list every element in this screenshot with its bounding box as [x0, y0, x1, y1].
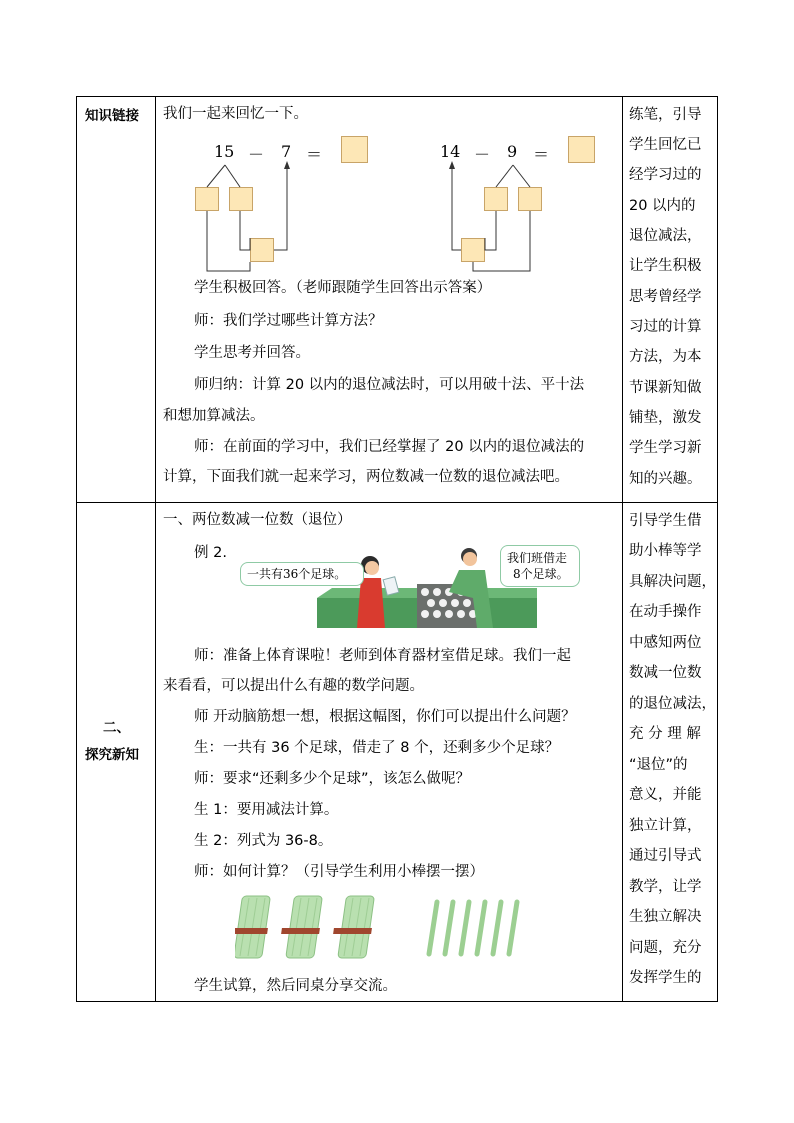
single-stick — [429, 902, 437, 954]
row1-side-line-5: 退位减法， — [629, 228, 702, 244]
single-stick — [477, 902, 485, 954]
table-left-border — [76, 96, 77, 1002]
single-stick — [493, 902, 501, 954]
row2-side-line-14: 生独立解决 — [629, 909, 702, 925]
speech-bubble-right — [500, 545, 580, 587]
row2-side-line-6: 数减一位数 — [629, 665, 702, 681]
row2-side-line-10: 意义，并能 — [629, 787, 702, 803]
row2-paragraph-8: 师：如何计算？（引导学生利用小棒摆一摆） — [194, 864, 484, 880]
row2-side-line-13: 教学，让学 — [629, 879, 702, 895]
row1-side-line-7: 思考曾经学 — [629, 289, 702, 305]
eq2-connector-lines — [420, 155, 550, 275]
eq1-subtrahend: 7 — [281, 142, 292, 161]
eq2-operator: － — [474, 145, 491, 164]
table-col-divider-2 — [622, 96, 623, 1002]
counting-sticks — [235, 892, 540, 962]
row2-paragraph-3: 师 开动脑筋想一想，根据这幅图，你们可以提出什么问题？ — [194, 709, 576, 725]
eq2-equals: ＝ — [533, 145, 550, 164]
row2-side-line-8: 充 分 理 解 — [629, 726, 701, 742]
row2-side-line-4: 在动手操作 — [629, 604, 702, 620]
row1-side-line-3: 经学习过的 — [629, 167, 702, 183]
row1-side-line-10: 节课新知做 — [629, 380, 702, 396]
row2-paragraph-6: 生 1：要用减法计算。 — [194, 802, 339, 818]
row2-side-line-12: 通过引导式 — [629, 848, 702, 864]
speech-bubble-left: 一共有36个足球。 — [240, 562, 364, 586]
eq1-connector-lines — [180, 155, 310, 275]
row2-header-number: 二、 — [103, 720, 130, 736]
row2-side-line-3: 具解决问题， — [629, 574, 716, 590]
row2-side-line-2: 助小棒等学 — [629, 543, 702, 559]
row2-section-title: 一、两位数减一位数（退位） — [163, 512, 352, 528]
row1-side-line-12: 学生学习新 — [629, 440, 702, 456]
row2-header-title: 探究新知 — [85, 747, 139, 763]
eq1-answer-box — [341, 136, 368, 163]
row1-paragraph-3: 学生思考并回答。 — [194, 345, 310, 361]
row2-example-label: 例 2. — [194, 545, 227, 561]
row2-paragraph-2: 来看看，可以提出什么有趣的数学问题。 — [163, 678, 424, 694]
row1-intro: 我们一起来回忆一下。 — [163, 106, 308, 122]
row2-side-line-11: 独立计算， — [629, 818, 702, 834]
stick-bundle — [333, 896, 374, 958]
row1-side-line-13: 知的兴趣。 — [629, 471, 702, 487]
speech-bubble-right-line-2: 8个足球。 — [513, 567, 569, 581]
table-top-border — [76, 96, 717, 97]
row2-side-line-7: 的退位减法， — [629, 696, 716, 712]
single-stick — [461, 902, 469, 954]
row2-last-paragraph: 学生试算，然后同桌分享交流。 — [194, 978, 397, 994]
stick-bundle — [235, 896, 270, 958]
row1-paragraph-5: 和想加算减法。 — [163, 408, 265, 424]
table-col-divider-1 — [155, 96, 156, 1002]
eq2-answer-box — [568, 136, 595, 163]
stick-bundle — [281, 896, 322, 958]
row1-paragraph-7: 计算，下面我们就一起来学习，两位数减一位数的退位减法吧。 — [163, 469, 569, 485]
eq2-subtrahend: 9 — [507, 142, 518, 161]
table-right-border — [717, 96, 718, 1002]
row1-paragraph-6: 师：在前面的学习中，我们已经掌握了 20 以内的退位减法的 — [194, 439, 585, 455]
row1-paragraph-2: 师：我们学过哪些计算方法？ — [194, 313, 383, 329]
row2-side-line-5: 中感知两位 — [629, 635, 702, 651]
eq1-operator: － — [248, 145, 265, 164]
row1-side-line-2: 学生回忆已 — [629, 137, 702, 153]
row2-side-line-9: “退位”的 — [629, 757, 688, 773]
row1-header: 知识链接 — [85, 108, 139, 124]
row1-side-line-1: 练笔，引导 — [629, 107, 702, 123]
row1-side-line-9: 方法，为本 — [629, 349, 702, 365]
row1-side-line-8: 习过的计算 — [629, 319, 702, 335]
row2-side-line-15: 问题，充分 — [629, 940, 702, 956]
row1-side-line-11: 铺垫，激发 — [629, 410, 702, 426]
row1-paragraph-4: 师归纳：计算 20 以内的退位减法时，可以用破十法、平十法 — [194, 377, 585, 393]
single-stick — [445, 902, 453, 954]
row1-side-line-6: 让学生积极 — [629, 258, 702, 274]
eq1-equals: ＝ — [306, 145, 323, 164]
speech-bubble-right-line-1: 我们班借走 — [507, 551, 568, 565]
single-stick — [509, 902, 517, 954]
row2-paragraph-4: 生：一共有 36 个足球，借走了 8 个，还剩多少个足球？ — [194, 740, 560, 756]
row1-paragraph-1: 学生积极回答。（老师跟随学生回答出示答案） — [194, 280, 492, 296]
row2-side-line-1: 引导学生借 — [629, 513, 702, 529]
eq2-minuend: 14 — [440, 142, 461, 161]
table-row-divider — [76, 502, 717, 503]
eq1-minuend: 15 — [214, 142, 235, 161]
row2-paragraph-7: 生 2：列式为 36-8。 — [194, 833, 333, 849]
row2-paragraph-1: 师：准备上体育课啦！老师到体育器材室借足球。我们一起 — [194, 648, 571, 664]
row2-paragraph-5: 师：要求“还剩多少个足球”，该怎么做呢？ — [194, 771, 471, 787]
row2-side-line-16: 发挥学生的 — [629, 970, 702, 986]
row1-side-line-4: 20 以内的 — [629, 198, 696, 214]
table-bottom-border — [76, 1001, 717, 1002]
